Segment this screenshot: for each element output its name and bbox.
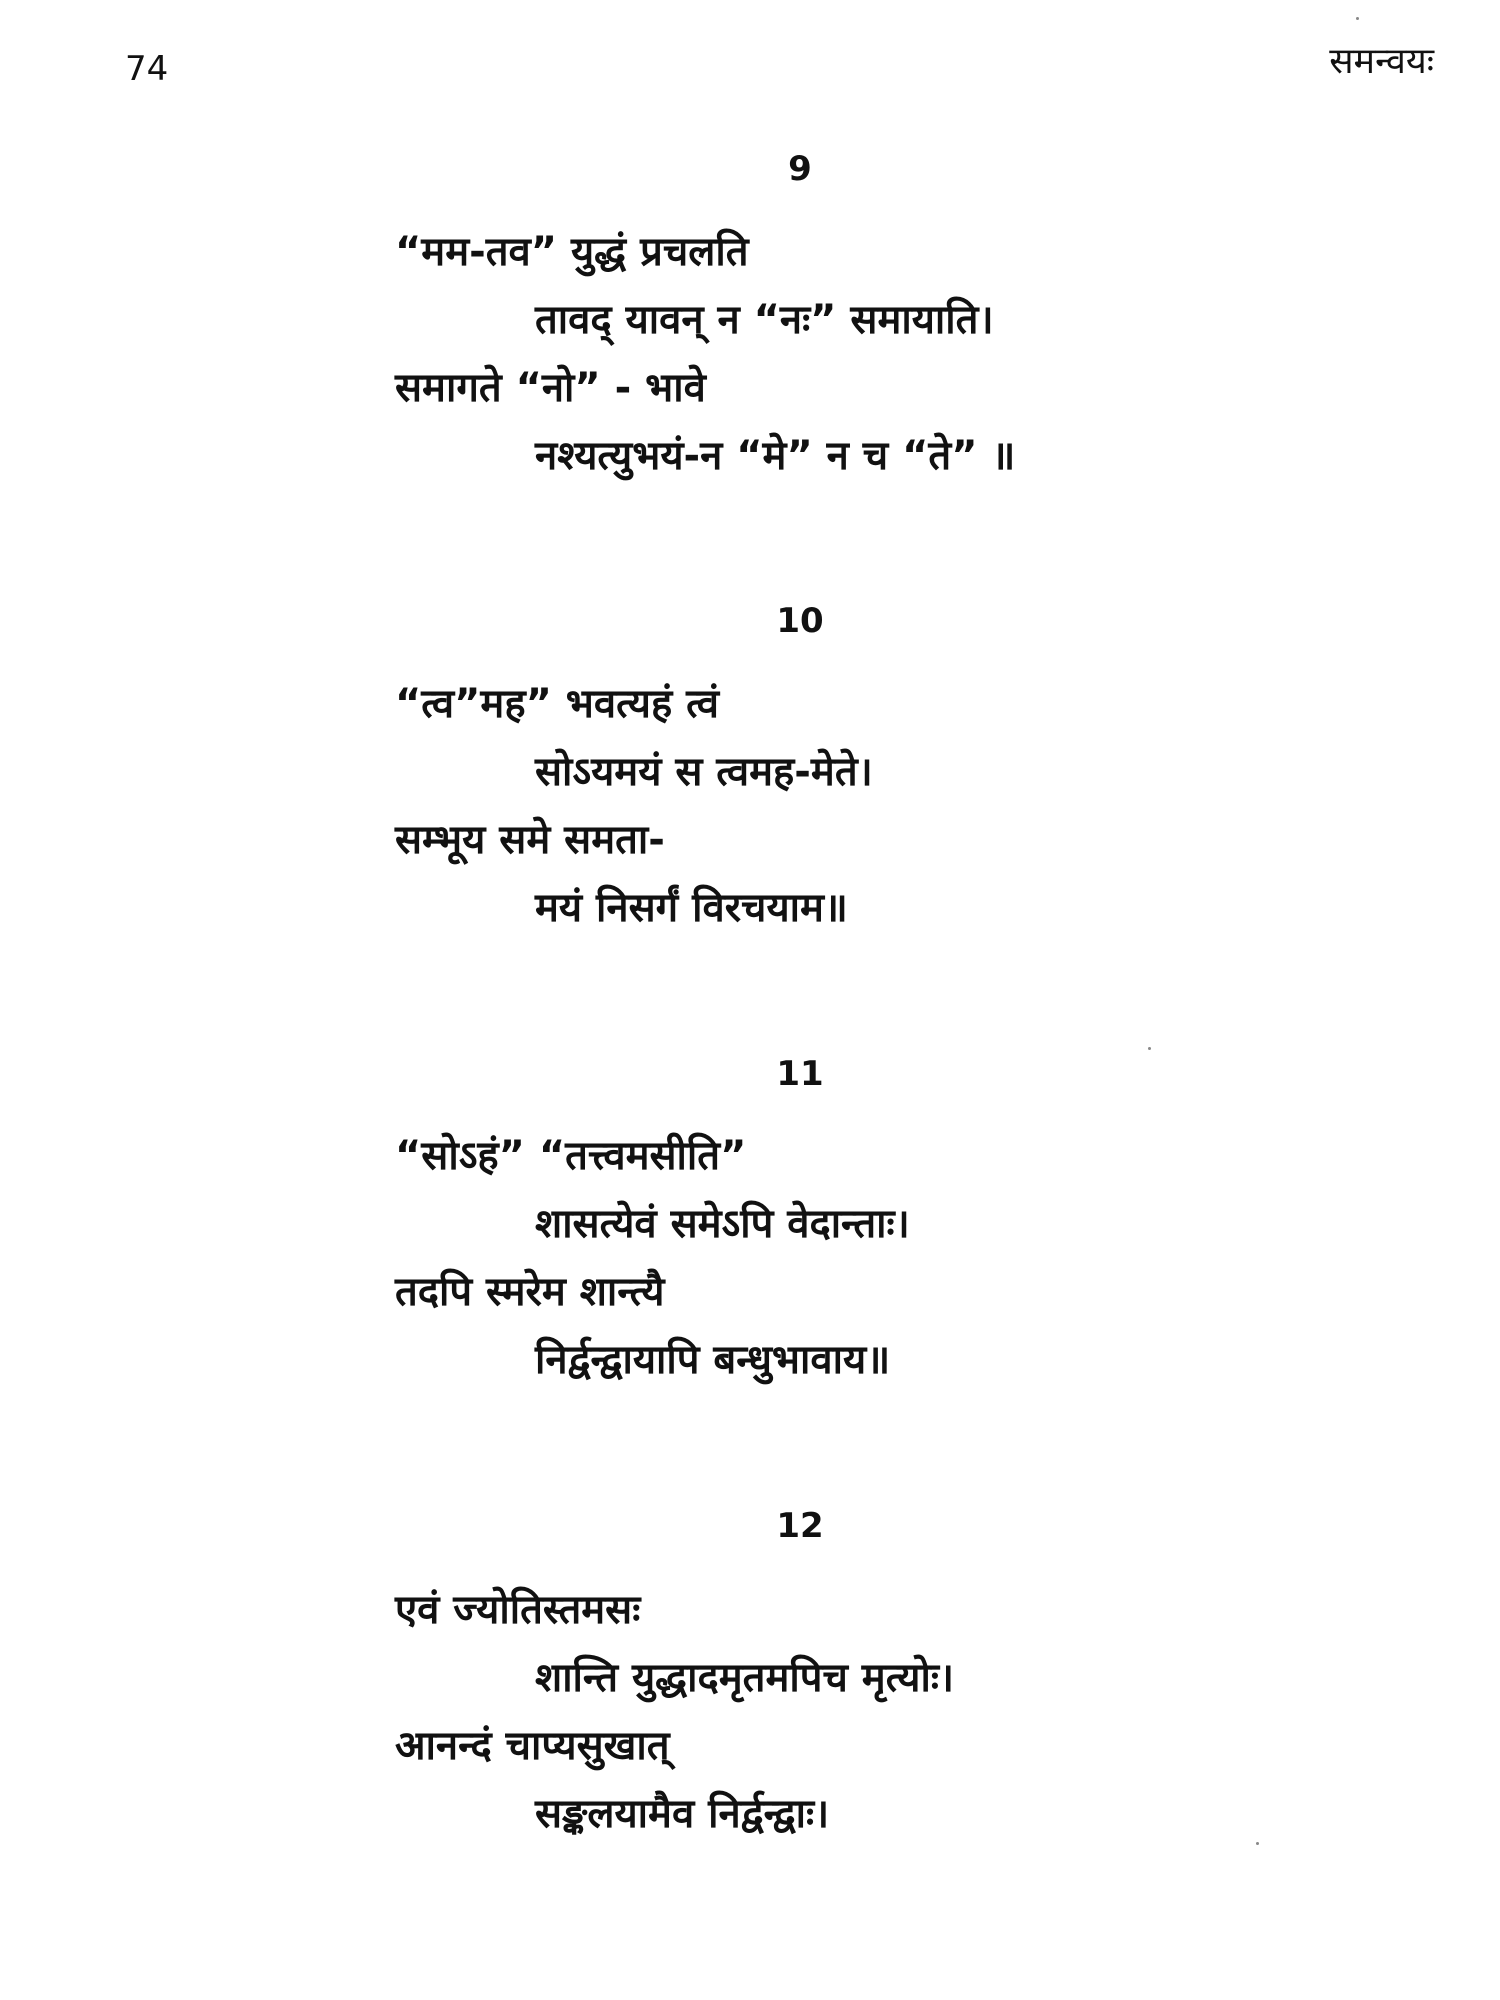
verse-number: 10 [776, 601, 824, 641]
verse-line: नश्यत्युभयं-न “मे” न च “ते” ॥ [535, 433, 1016, 479]
verse-line: निर्द्वन्द्वायापि बन्धुभावाय॥ [535, 1337, 891, 1383]
verse-line: एवं ज्योतिस्तमसः [395, 1587, 641, 1633]
page-number: 74 [125, 49, 169, 89]
scan-speck [1256, 1842, 1259, 1845]
verse-number: 12 [776, 1506, 824, 1546]
verse-line: मयं निसर्गं विरचयाम॥ [535, 885, 848, 931]
verse-line: “सोऽहं” “तत्त्वमसीति” [395, 1133, 747, 1179]
verse-line: शासत्येवं समेऽपि वेदान्ताः। [535, 1201, 910, 1247]
verse-line: सोऽयमयं स त्वमह-मेते। [535, 749, 873, 795]
verse-line: सम्भूय समे समता- [395, 817, 665, 863]
verse-line: आनन्दं चाप्यसुखात् [395, 1723, 670, 1769]
scan-speck [1356, 17, 1359, 20]
verse-line: शान्ति युद्धादमृतमपिच मृत्योः। [535, 1655, 955, 1701]
verse-number: 9 [788, 149, 812, 189]
scan-speck [1148, 1047, 1151, 1050]
verse-line: समागते “नो” - भावे [395, 365, 706, 411]
verse-line: तदपि स्मरेम शान्त्यै [395, 1269, 665, 1315]
verse-line: सङ्कलयामैव निर्द्वन्द्वाः। [535, 1791, 830, 1837]
verse-number: 11 [776, 1054, 824, 1094]
verse-line: “मम-तव” युद्धं प्रचलति [395, 229, 749, 275]
running-head: समन्वयः [1329, 41, 1434, 82]
verse-line: तावद् यावन् न “नः” समायाति। [535, 297, 994, 343]
verse-line: “त्व”मह” भवत्यहं त्वं [395, 681, 719, 727]
